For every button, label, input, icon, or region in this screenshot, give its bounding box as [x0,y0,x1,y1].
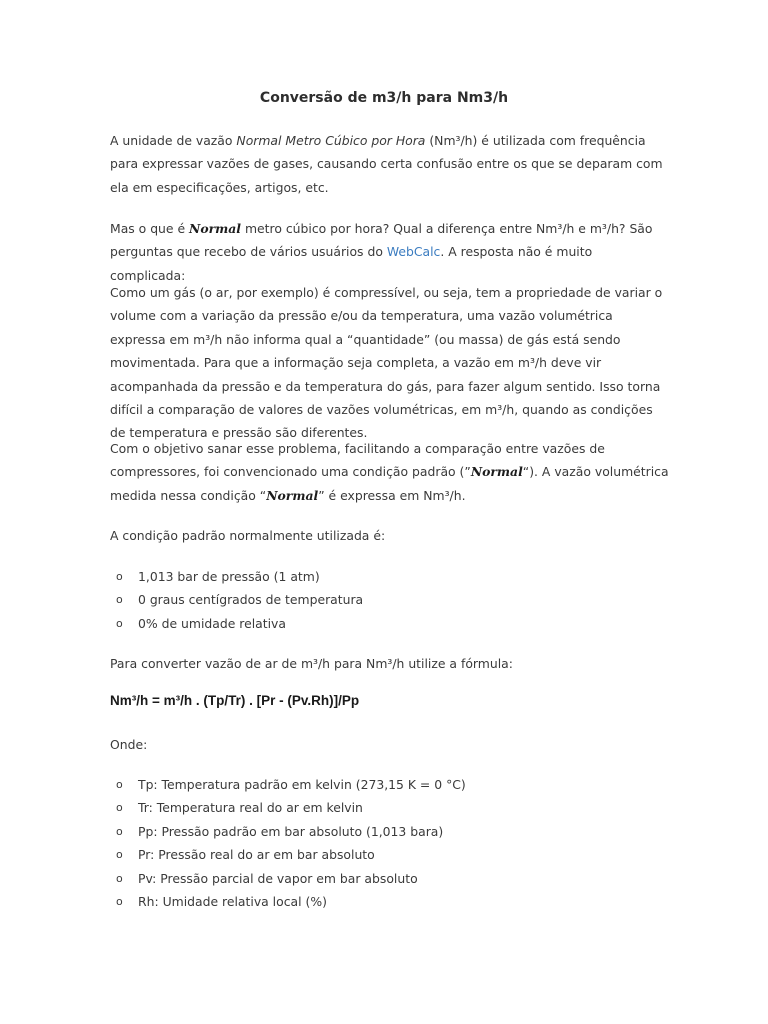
list-item [110,890,466,913]
list-item [110,867,466,890]
list-item-text: 0 graus centígrados de temperatura [138,592,364,608]
text-run: A unidade de vazão [110,133,237,148]
normal-emphasis: Normal [189,221,242,236]
list-item-text: Tp: Temperatura padrão em kelvin (273,15 K = 0 °C) [138,777,466,792]
list-item [110,796,466,819]
list-item [110,820,466,843]
text-run: . A resposta não é muito complicada: [110,244,593,283]
paragraph-explanation: Como um gás (o ar, por exemplo) é compressível, ou seja, tem a propriedade de variar o volume com a variação da pressão e/ou da temperatura, uma vazão volumétrica expressa em m³/h não informa qual a “quantidade” (ou massa) de gás está sendo movimentada. Para que a informação seja completa, a vazão em m³/h deve vir acompanhada da pressão e da temperatura do gás, para fazer algum sentido. Isso torna difícil a comparação de valores de vazões volumétricas, em m³/h, quando as condições de temperatura e pressão são diferentes. [110,285,663,441]
paragraph-where: Onde: [110,737,148,752]
list-item-text: Pp: Pressão padrão em bar absoluto (1,013 bara) [138,823,444,839]
paragraph-convert: Para converter vazão de ar de m³/h para Nm³/h utilize a fórmula: [110,656,513,671]
bullet-icon: o [116,616,123,630]
bullet-icon: o [116,778,123,791]
list-item [110,612,363,635]
paragraph-condition: A condição padrão normalmente utilizada é: [110,528,386,543]
bullet-icon: o [116,570,123,583]
list-item [110,843,466,866]
list-item [110,773,466,796]
text-run: Com o objetivo sanar esse problema, facilitando a comparação entre vazões de compressores, foi convencionado uma condição padrão (” [110,441,605,480]
unit-name-italic: Normal Metro Cúbico por Hora [236,133,426,148]
webcalc-link[interactable]: WebCalc [386,244,441,260]
text-run: Mas o que é [110,221,190,236]
text-run: “). A vazão volumétrica medida nessa condição “ [110,464,669,503]
variable-list [110,773,466,913]
list-item-text: 0% de umidade relativa [138,615,286,631]
list-item-text: Rh: Umidade relativa local (%) [138,893,327,909]
bullet-icon: o [116,593,123,607]
list-item-text: Tr: Temperatura real do ar em kelvin [138,800,363,816]
paragraph-question [110,217,670,287]
text-run: ” é expressa em Nm³/h. [318,487,466,503]
list-item-text: Pr: Pressão real do ar em bar absoluto [138,847,375,863]
list-item-text: 1,013 bar de pressão (1 atm) [138,569,320,584]
bullet-icon: o [116,871,123,885]
conversion-formula: Nm³/h = m³/h . (Tp/Tr) . [Pr - (Pv.Rh)]/Pp [110,693,360,708]
list-item-text: Pv: Pressão parcial de vapor em bar absoluto [138,870,418,886]
bullet-icon: o [116,824,123,838]
list-item [110,565,363,588]
list-item [110,588,363,611]
bullet-icon: o [116,848,123,862]
normal-emphasis: Normal [266,487,319,503]
condition-list [110,565,363,635]
paragraph-standard [110,437,670,507]
text-run: metro cúbico por hora? Qual a diferença entre Nm³/h e m³/h? São perguntas que recebo de vários usuários do [110,221,653,260]
page-title: Conversão de m3/h para Nm3/h [259,90,509,106]
paragraph-intro [110,129,670,199]
bullet-icon: o [116,801,123,815]
normal-emphasis: Normal [470,464,523,480]
text-run: (Nm³/h) é utilizada com frequência para expressar vazões de gases, causando certa confusão entre os que se deparam com ela em especificações, artigos, etc. [110,133,663,195]
bullet-icon: o [116,894,123,908]
